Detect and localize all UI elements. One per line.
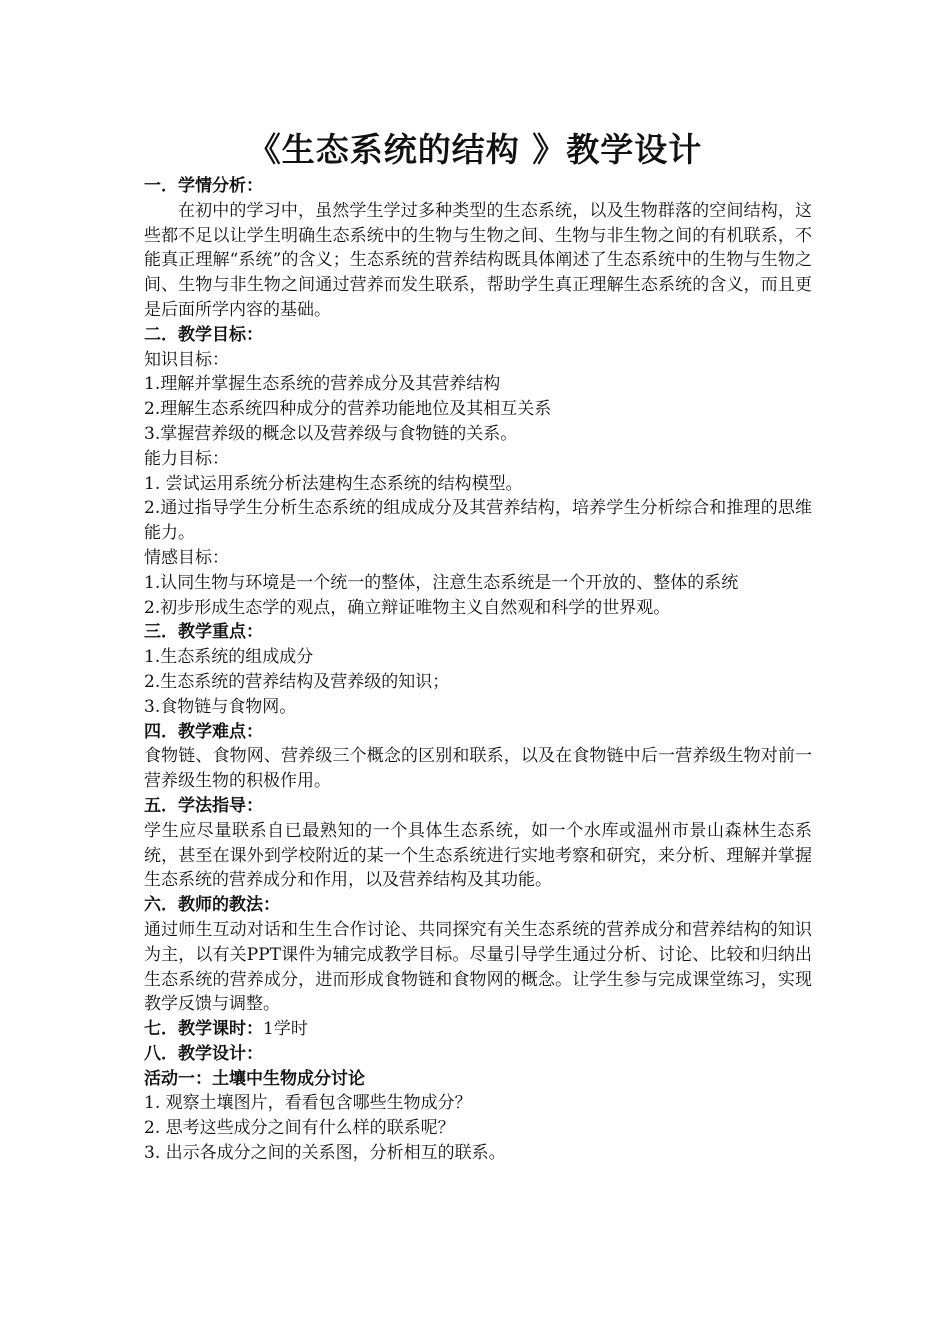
section-heading-key-points: 三．教学重点： bbox=[144, 622, 263, 643]
emotion-objective-item: 2.初步形成生态学的观点，确立辩证唯物主义自然观和科学的世界观。 bbox=[144, 597, 671, 618]
key-point-item: 3.食物链与食物网。 bbox=[144, 696, 297, 717]
class-hours-value: 1学时 bbox=[263, 1019, 308, 1040]
activity-step: 3. 出示各成分之间的关系图，分析相互的联系。 bbox=[144, 1143, 506, 1164]
study-guidance-text: 学生应尽量联系自已最熟知的一个具体生态系统，如一个水库或温州市景山森林生态系统，甚至在课外到学校附近的某一个生态系统进行实地考察和研究，来分析、理解并掌握生态系统的营养成分和作用，以及营养结构及其功能。 bbox=[144, 820, 812, 891]
section-heading-teaching-design: 八．教学设计： bbox=[144, 1043, 263, 1064]
document-body bbox=[144, 174, 812, 1166]
section-heading-study-guidance: 五．学法指导： bbox=[144, 795, 263, 816]
class-hours-line bbox=[144, 1017, 812, 1042]
ability-objectives-label: 能力目标： bbox=[144, 448, 229, 469]
knowledge-objectives-label: 知识目标： bbox=[144, 349, 229, 370]
section-heading-class-hours: 七．教学课时： bbox=[144, 1019, 263, 1040]
ability-objective-item: 1. 尝试运用系统分析法建构生态系统的结构模型。 bbox=[144, 473, 523, 494]
key-point-item: 1.生态系统的组成成分 bbox=[144, 647, 314, 668]
key-point-item: 2.生态系统的营养结构及营养级的知识； bbox=[144, 671, 450, 692]
section-heading-learner-analysis: 一．学情分析： bbox=[144, 176, 263, 196]
activity-step: 2. 思考这些成分之间有什么样的联系呢？ bbox=[144, 1118, 455, 1139]
teaching-methods-text: 通过师生互动对话和生生合作讨论、共同探究有关生态系统的营养成分和营养结构的知识为主，以有关PPT课件为辅完成教学目标。尽量引导学生通过分析、讨论、比较和归纳出生态系统的营养成分，进而形成食物链和食物网的概念。让学生参与完成课堂练习，实现教学反馈与调整。 bbox=[144, 919, 812, 1015]
knowledge-objective-item: 1.理解并掌握生态系统的营养成分及其营养结构 bbox=[144, 374, 501, 395]
activity-title: 活动一：土壤中生物成分讨论 bbox=[144, 1068, 365, 1089]
activity-step: 1. 观察土壤图片，看看包含哪些生物成分？ bbox=[144, 1093, 472, 1114]
document-title: 《生态系统的结构 》教学设计 bbox=[247, 130, 703, 169]
knowledge-objective-item: 2.理解生态系统四种成分的营养功能地位及其相互关系 bbox=[144, 399, 552, 420]
section-heading-difficulties: 四．教学难点： bbox=[144, 721, 263, 742]
emotion-objectives-label: 情感目标： bbox=[144, 547, 229, 568]
section-heading-teaching-objectives: 二．教学目标： bbox=[144, 324, 263, 345]
learner-analysis-text: 在初中的学习中，虽然学生学过多种类型的生态系统，以及生物群落的空间结构，这些都不足以让学生明确生态系统中的生物与生物之间、生物与非生物之间的有机联系，不能真正理解“系统”的含义；生态系统的营养结构既具体阐述了生态系统中的生物与生物之间、生物与非生物之间通过营养而发生联系，帮助学生真正理解生态系统的含义，而且更是后面所学内容的基础。 bbox=[144, 200, 812, 320]
difficulties-text: 食物链、食物网、营养级三个概念的区别和联系，以及在食物链中后一营养级生物对前一营养级生物的积极作用。 bbox=[144, 746, 812, 792]
ability-objective-item: 2.通过指导学生分析生态系统的组成成分及其营养结构，培养学生分析综合和推理的思维能力。 bbox=[144, 498, 812, 544]
section-heading-teaching-methods: 六．教师的教法： bbox=[144, 895, 280, 916]
emotion-objective-item: 1.认同生物与环境是一个统一的整体，注意生态系统是一个开放的、整体的系统 bbox=[144, 572, 739, 593]
knowledge-objective-item: 3.掌握营养级的概念以及营养级与食物链的关系。 bbox=[144, 423, 518, 444]
